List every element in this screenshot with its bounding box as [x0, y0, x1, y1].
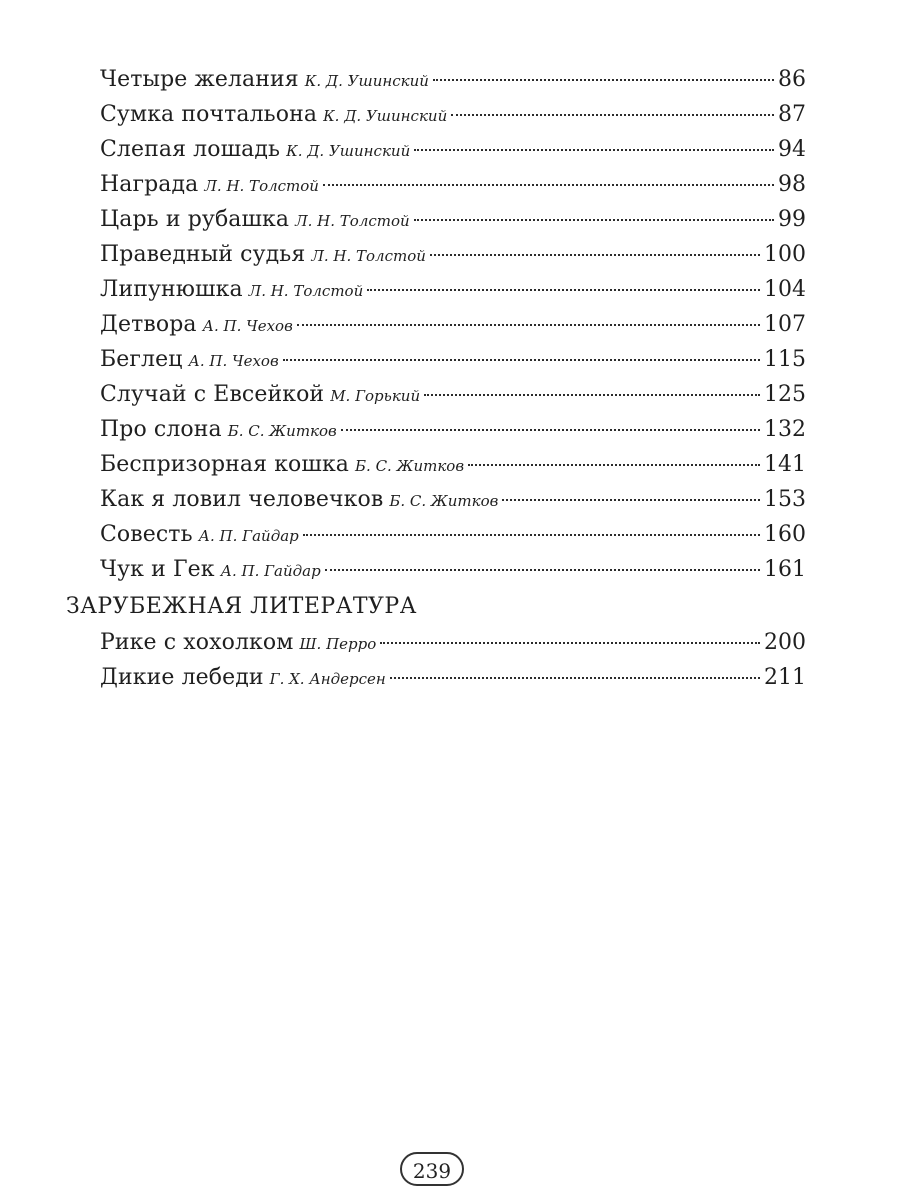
entry-author: Б. С. Житков — [389, 492, 499, 510]
entry-title: Дикие лебеди — [100, 665, 264, 690]
toc-entry — [66, 552, 806, 587]
dot-leader — [414, 149, 774, 151]
dot-leader — [380, 642, 760, 644]
entry-title: Детвора — [100, 312, 197, 337]
toc-entry — [66, 482, 806, 517]
entry-title: Беглец — [100, 347, 183, 372]
entry-author: Л. Н. Толстой — [311, 247, 426, 265]
entry-author: Л. Н. Толстой — [204, 177, 319, 195]
entry-title: Случай с Евсейкой — [100, 382, 325, 407]
entry-page: 125 — [764, 382, 806, 407]
entry-author: К. Д. Ушинский — [323, 107, 448, 125]
entry-author: А. П. Чехов — [202, 317, 293, 335]
entry-page: 98 — [778, 172, 806, 197]
entry-title: Праведный судья — [100, 242, 306, 267]
toc-entry — [66, 447, 806, 482]
entry-page: 86 — [778, 67, 806, 92]
entry-author: Б. С. Житков — [355, 457, 465, 475]
entry-page: 160 — [764, 522, 806, 547]
dot-leader — [451, 114, 774, 116]
dot-leader — [390, 677, 760, 679]
entry-page: 161 — [764, 557, 806, 582]
entry-page: 100 — [764, 242, 806, 267]
toc-entry — [66, 517, 806, 552]
dot-leader — [341, 429, 760, 431]
toc-entry — [66, 237, 806, 272]
toc-entry — [66, 97, 806, 132]
entry-author: А. П. Гайдар — [198, 527, 299, 545]
entry-page: 211 — [764, 665, 806, 690]
toc-entry — [66, 202, 806, 237]
dot-leader — [303, 534, 760, 536]
entry-page: 200 — [764, 630, 806, 655]
entry-title: Царь и рубашка — [100, 207, 290, 232]
entry-author: Б. С. Житков — [227, 422, 337, 440]
toc-entry — [66, 62, 806, 97]
entry-page: 141 — [764, 452, 806, 477]
dot-leader — [325, 569, 760, 571]
entry-page: 132 — [764, 417, 806, 442]
entry-author: К. Д. Ушинский — [304, 72, 429, 90]
entry-page: 115 — [764, 347, 806, 372]
entry-page: 87 — [778, 102, 806, 127]
entry-title: Беспризорная кошка — [100, 452, 350, 477]
entry-author: Л. Н. Толстой — [295, 212, 410, 230]
section-heading: ЗАРУБЕЖНАЯ ЛИТЕРАТУРА — [66, 594, 417, 619]
entry-author: Ш. Перро — [299, 635, 377, 653]
toc-entry — [66, 167, 806, 202]
entry-title: Четыре желания — [100, 67, 299, 92]
entry-title: Награда — [100, 172, 199, 197]
entry-title: Липунюшка — [100, 277, 243, 302]
dot-leader — [430, 254, 760, 256]
dot-leader — [468, 464, 760, 466]
toc-entry — [66, 307, 806, 342]
dot-leader — [297, 324, 760, 326]
entry-page: 104 — [764, 277, 806, 302]
dot-leader — [433, 79, 774, 81]
toc-entry — [66, 660, 806, 695]
entry-title: Сумка почтальона — [100, 102, 318, 127]
toc-entry — [66, 272, 806, 307]
toc-entry — [66, 625, 806, 660]
entry-title: Про слона — [100, 417, 222, 442]
entry-author: М. Горький — [330, 387, 421, 405]
table-of-contents — [66, 62, 806, 695]
entry-title: Слепая лошадь — [100, 137, 281, 162]
entry-author: А. П. Гайдар — [220, 562, 321, 580]
dot-leader — [367, 289, 760, 291]
dot-leader — [414, 219, 774, 221]
entry-title: Чук и Гек — [100, 557, 215, 582]
toc-entry — [66, 132, 806, 167]
toc-entry — [66, 412, 806, 447]
page-number-badge: 239 — [400, 1152, 464, 1186]
entry-title: Рике с хохолком — [100, 630, 294, 655]
dot-leader — [283, 359, 760, 361]
dot-leader — [502, 499, 760, 501]
entry-author: Л. Н. Толстой — [248, 282, 364, 300]
entry-title: Совесть — [100, 522, 193, 547]
entry-page: 153 — [764, 487, 806, 512]
entry-author: А. П. Чехов — [188, 352, 279, 370]
dot-leader — [424, 394, 760, 396]
toc-entry — [66, 377, 806, 412]
entry-author: Г. Х. Андерсен — [269, 670, 386, 688]
entry-author: К. Д. Ушинский — [286, 142, 411, 160]
entry-page: 107 — [764, 312, 806, 337]
entry-page: 99 — [778, 207, 806, 232]
entry-page: 94 — [778, 137, 806, 162]
entry-title: Как я ловил человечков — [100, 487, 384, 512]
dot-leader — [323, 184, 774, 186]
toc-entry — [66, 342, 806, 377]
